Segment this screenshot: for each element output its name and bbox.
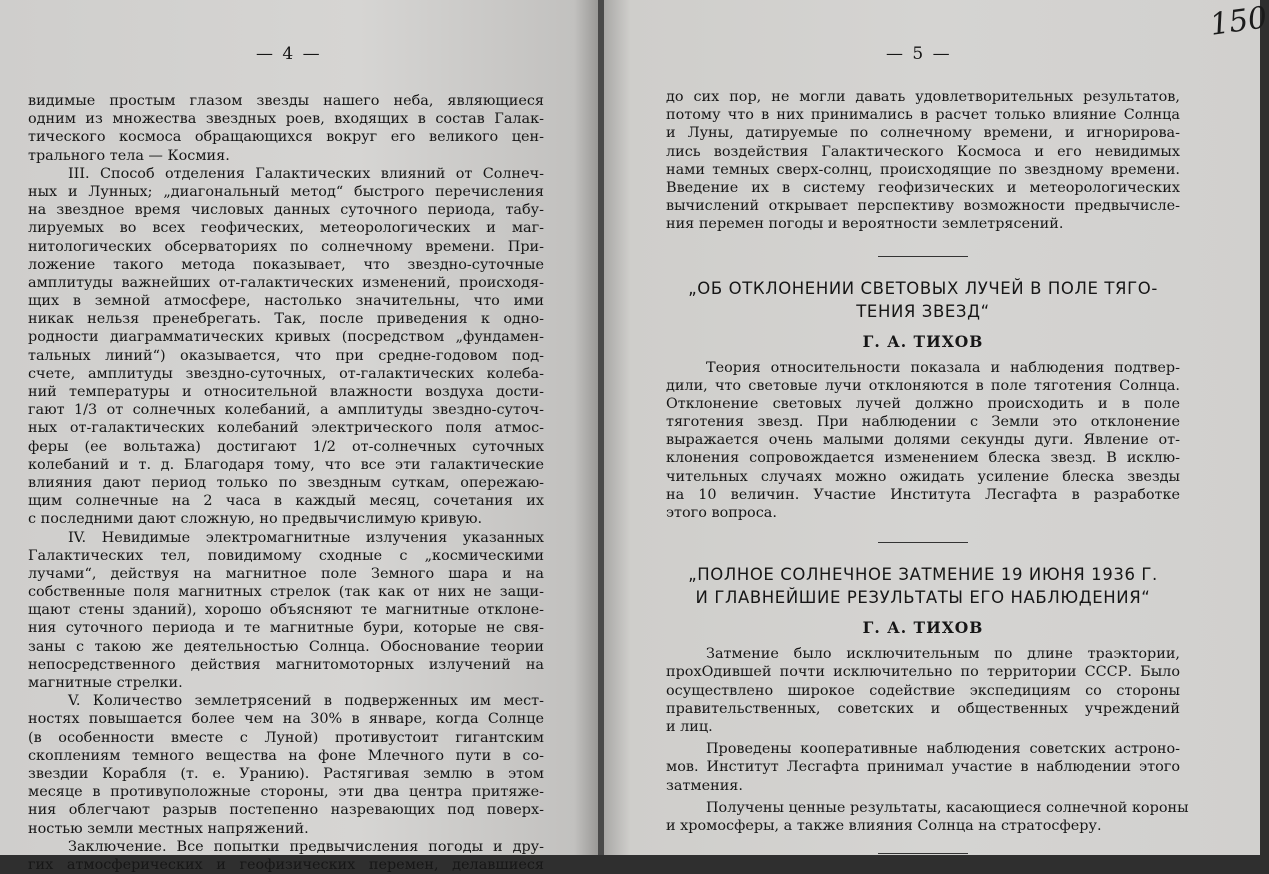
text-line: лируемых во всех геофических, метеорологических и маг- xyxy=(28,220,544,237)
text-line: ных от-галактических колебаний электрического поля атмос- xyxy=(28,420,544,437)
text-line: тальных линий“) оказывается, что при средне-годовом под- xyxy=(28,347,544,364)
text-line: на звездное время числовых данных суточного периода, табу- xyxy=(28,202,544,219)
text-line: потому что в них принимались в расчет только влияние Солнца xyxy=(666,107,1180,124)
text-line: затмения. xyxy=(666,777,743,794)
article-title: „ОБ ОТКЛОНЕНИИ СВЕТОВЫХ ЛУЧЕЙ В ПОЛЕ ТЯГО- xyxy=(688,278,1158,298)
text-line: ных и Лунных; „диагональный метод“ быстрого перечисления xyxy=(28,183,544,200)
text-line: IV. Невидимые электромагнитные излучения указанных xyxy=(68,529,544,546)
text-line: собственные поля магнитных стрелок (так как от них не защи- xyxy=(28,584,544,601)
text-line: выражается очень малыми долями секунды дуги. Явление от- xyxy=(666,432,1180,449)
text-line: (в особенности вместе с Луной) противустоит гигантским xyxy=(28,729,544,746)
text-line: щим солнечные на 2 часа в каждый месяц, сочетания их xyxy=(28,493,544,510)
text-line: этого вопроса. xyxy=(666,505,777,521)
text-line: мов. Институт Лесгафта принимал участие в наблюдении этого xyxy=(666,759,1180,776)
article-title: И ГЛАВНЕЙШИЕ РЕЗУЛЬТАТЫ ЕГО НАБЛЮДЕНИЯ“ xyxy=(695,588,1151,608)
text-line: ностях повышается более чем на 30% в январе, когда Солнце xyxy=(28,711,544,728)
page-number: — 4 — xyxy=(256,44,322,64)
text-line: звездии Корабля (т. е. Уранию). Растягивая землю в этом xyxy=(28,765,544,782)
text-line: ния перемен погоды и вероятности землетрясений. xyxy=(666,216,1064,233)
text-line: V. Количество землетрясений в подверженных им мест- xyxy=(68,693,544,710)
text-line: родности диаграмматических кривых (посредством „фундамен- xyxy=(28,329,544,346)
text-line: чительных случаях можно ожидать усиление блеска звезды xyxy=(666,468,1180,485)
text-line: Заключение. Все попытки предвычисления погоды и дру- xyxy=(68,838,544,855)
text-line: Галактических тел, повидимому сходные с „космическими xyxy=(28,547,544,564)
section-divider xyxy=(878,853,968,854)
text-line: и хромосферы, а также влияния Солнца на стратосферу. xyxy=(666,817,1102,834)
text-line: ний температуры и относительной влажности воздуха дости- xyxy=(28,384,544,400)
text-line: Получены ценные результаты, касающиеся солнечной короны xyxy=(706,799,1189,816)
text-line: влияния дают период только по звездным суткам, опережаю- xyxy=(28,474,544,491)
right-page xyxy=(604,0,1260,855)
article-author: Г. А. ТИХОВ xyxy=(862,331,984,351)
text-line: до сих пор, не могли давать удовлетворительных результатов, xyxy=(666,89,1180,105)
text-line: лучами“, действуя на магнитное поле Земного шара и на xyxy=(28,565,544,582)
right-text-column xyxy=(666,88,1189,854)
text-line: Затмение было исключительным по длине траэктории, xyxy=(706,646,1180,663)
text-line: на 10 величин. Участие Института Лесгафта в разработке xyxy=(666,486,1180,503)
text-line: амплитуды важнейших от-галактических изменений, происходя- xyxy=(28,274,544,291)
text-line: щих в земной атмосфере, настолько значительны, что ими xyxy=(28,293,544,310)
text-line: вычислений открывает перспективу возможности предвычисле- xyxy=(666,198,1180,215)
left-page xyxy=(0,0,598,873)
text-line: видимые простым глазом звезды нашего неба, являющиеся xyxy=(28,93,544,109)
text-line: правительственных, советских и общественных учреждений xyxy=(666,700,1180,717)
text-line: колебаний и т. д. Благодаря тому, что все эти галактические xyxy=(28,456,544,473)
text-line: нитологических обсерваториях по солнечному времени. При- xyxy=(28,238,544,255)
text-line: магнитные стрелки. xyxy=(28,675,183,691)
article-title: „ПОЛНОЕ СОЛНЕЧНОЕ ЗАТМЕНИЕ 19 ИЮНЯ 1936 Г. xyxy=(688,565,1158,585)
text-line: феры (ее вольтажа) достигают 1/2 от-солнечных суточных xyxy=(28,438,544,455)
text-line: заны с такою же деятельностью Солнца. Обоснование теории xyxy=(28,638,544,655)
text-line: Проведены кооперативные наблюдения советских астроно- xyxy=(706,741,1180,758)
text-line: лись воздействия Галактического Космоса и его невидимых xyxy=(666,143,1180,160)
handwritten-folio-mark: 150 xyxy=(1207,0,1269,43)
article-title: ТЕНИЯ ЗВЕЗД“ xyxy=(856,301,990,321)
text-line: трального тела — Космия. xyxy=(28,147,230,164)
text-line: нами темных сверх-солнц, происходящие по звездному времени. xyxy=(666,161,1180,178)
text-line: и Луны, датируемые по солнечному времени, и игнорирова- xyxy=(666,125,1180,142)
page-number: — 5 — xyxy=(886,44,952,64)
text-line: Теория относительности показала и наблюдения подтвер- xyxy=(706,359,1180,376)
text-line: и лиц. xyxy=(666,718,713,735)
text-line: ния суточного периода и те магнитные бури, которые не свя- xyxy=(28,620,544,637)
text-line: гих атмосферических и геофизических перемен, делавшиеся xyxy=(28,856,544,873)
text-line: прохОдившей почти исключительно по территории СССР. Было xyxy=(666,664,1180,681)
text-line: непосредственного действия магнитомоторных излучений на xyxy=(28,656,544,673)
text-line: ностью земли местных напряжений. xyxy=(28,820,309,837)
text-line: месяце в противуположные стороны, эти два центра притяже- xyxy=(28,784,544,801)
text-line: дили, что световые лучи отклоняются в поле тяготения Солнца. xyxy=(666,377,1180,394)
text-line: одним из множества звездных роев, входящих в состав Галак- xyxy=(28,111,544,128)
text-line: Отклонение световых лучей должно происходить и в поле xyxy=(666,395,1180,412)
text-line: клонения сопровождается изменением блеска звезд. В исклю- xyxy=(666,450,1180,467)
text-line: ния облегчают разрыв постепенно назревающих под поверх- xyxy=(28,802,544,819)
text-line: Введение их в систему геофизических и метеорологических xyxy=(666,179,1180,196)
text-line: гают 1/3 от солнечных колебаний, а амплитуды звездно-суточ- xyxy=(28,402,544,419)
text-line: скоплениям темного вещества на фоне Млечного пути в со- xyxy=(28,747,544,764)
text-line: никак нельзя пренебрегать. Так, после приведения к одно- xyxy=(28,311,544,328)
text-line: осуществлено широкое содействие экспедициям со стороны xyxy=(666,682,1180,699)
text-line: щают стены зданий), хорошо объясняют те магнитные отклоне- xyxy=(28,602,544,619)
text-line: тяготения звезд. При наблюдении с Земли это отклонение xyxy=(666,414,1180,431)
text-line: тического космоса обращающихся вокруг его великого цен- xyxy=(28,129,544,146)
text-line: ложение такого метода показывает, что звездно-суточные xyxy=(28,256,544,273)
text-line: счете, амплитуды звездно-суточных, от-галактических колеба- xyxy=(28,365,544,382)
article-author: Г. А. ТИХОВ xyxy=(862,618,984,638)
text-line: с последними дают сложную, но предвычислимую кривую. xyxy=(28,511,483,528)
left-text-column xyxy=(28,92,544,874)
text-line: III. Способ отделения Галактических влияний от Солнеч- xyxy=(68,165,544,182)
